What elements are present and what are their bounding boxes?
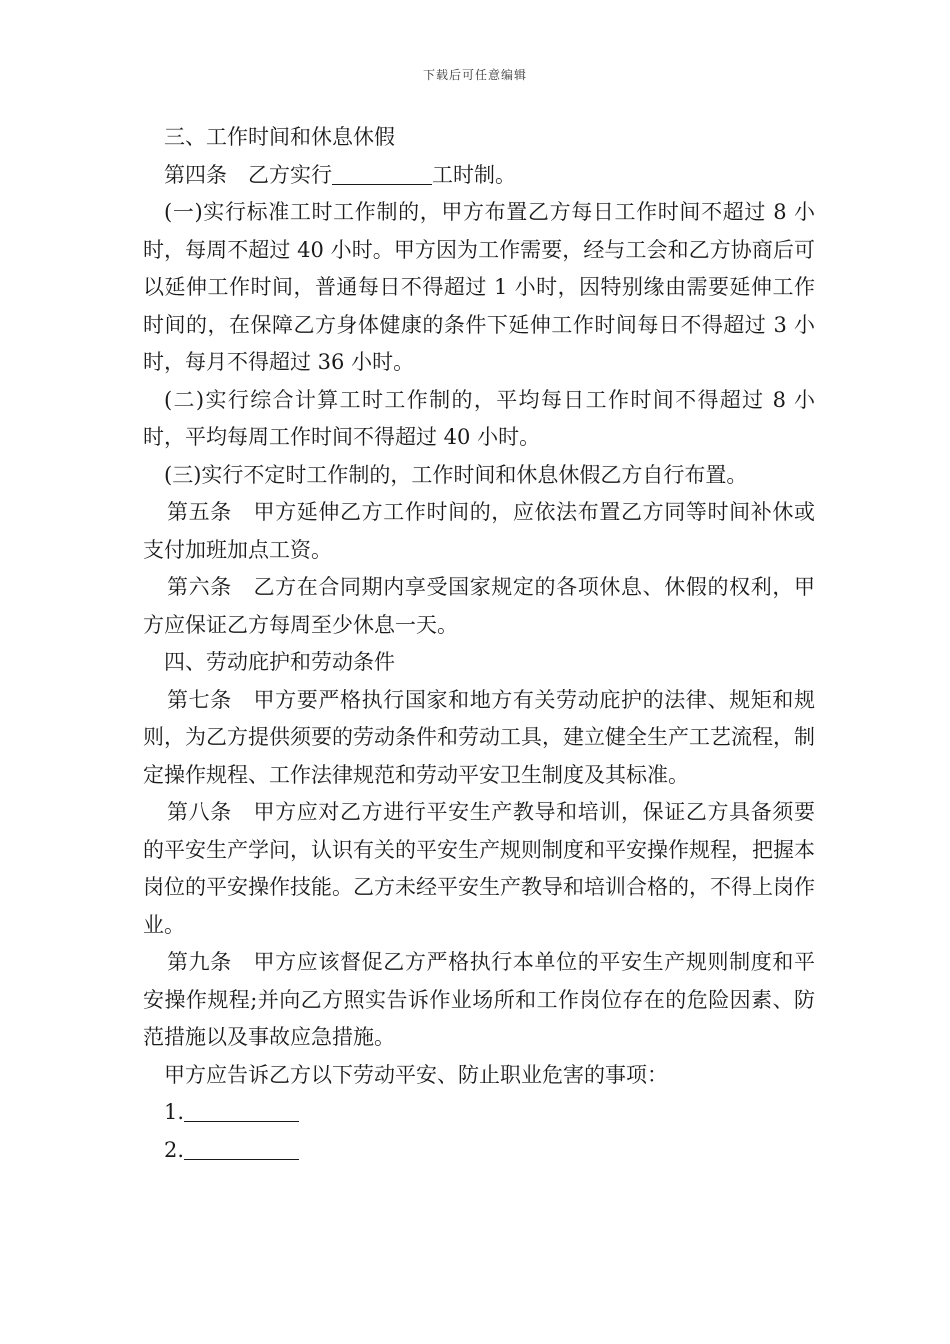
- document-body: [143, 119, 815, 1169]
- article-8: 第八条 甲方应对乙方进行平安生产教导和培训，保证乙方具备须要的平安生产学问，认识有关的平安生产规则制度和平安操作规程，把握本岗位的平安操作技能。乙方未经平安生产教导和培训合格的，不得上岗作业。: [143, 800, 815, 937]
- section-3-heading: 三、工作时间和休息休假: [164, 125, 395, 149]
- list-item-2: [143, 1132, 815, 1170]
- section-4-heading: 四、劳动庇护和劳动条件: [164, 650, 395, 674]
- article-9: 第九条 甲方应该督促乙方严格执行本单位的平安生产规则制度和平安操作规程;并向乙方照实告诉作业场所和工作岗位存在的危险因素、防范措施以及事故应急措施。: [143, 950, 815, 1049]
- list-item-1-number: 1.: [164, 1100, 185, 1124]
- list-item-2-blank[interactable]: [184, 1137, 299, 1160]
- article-7: 第七条 甲方要严格执行国家和地方有关劳动庇护的法律、规矩和规则，为乙方提供须要的劳动条件和劳动工具，建立健全生产工艺流程，制定操作规程、工作法律规范和劳动平安卫生制度及其标准。: [143, 687, 815, 787]
- article-6: 第六条 乙方在合同期内享受国家规定的各项休息、休假的权利，甲方应保证乙方每周至少休息一天。: [143, 575, 815, 637]
- article-4-suffix: 工时制。: [432, 162, 516, 187]
- article-4-item-3: (三)实行不定时工作制的，工作时间和休息休假乙方自行布置。: [164, 462, 748, 487]
- page-header: 下载后可任意编辑: [422, 68, 527, 82]
- list-item-1: [143, 1094, 815, 1132]
- article-4-item-1: (一)实行标准工时工作制的，甲方布置乙方每日工作时间不超过 8 小时，每周不超过 40 小时。甲方因为工作需要，经与工会和乙方协商后可以延伸工作时间，普通每日不得超过 1 小时，因特别缘由需要延伸工作时间的，在保障乙方身体健康的条件下延伸工作时间每日不得超过 3 小时，每月不得超过 36 小时。: [143, 200, 815, 374]
- list-item-2-number: 2.: [164, 1137, 185, 1162]
- list-item-1-blank[interactable]: [184, 1099, 299, 1122]
- article-4-label: 第四条 乙方实行: [164, 162, 332, 187]
- work-hour-system-blank[interactable]: [332, 162, 432, 185]
- article-5: 第五条 甲方延伸乙方工作时间的，应依法布置乙方同等时间补休或支付加班加点工资。: [143, 500, 815, 562]
- article-4-item-2: (二)实行综合计算工时工作制的，平均每日工作时间不得超过 8 小时，平均每周工作时间不得超过 40 小时。: [143, 387, 815, 449]
- article-4: [143, 157, 815, 195]
- notice-intro: 甲方应告诉乙方以下劳动平安、防止职业危害的事项：: [164, 1062, 668, 1087]
